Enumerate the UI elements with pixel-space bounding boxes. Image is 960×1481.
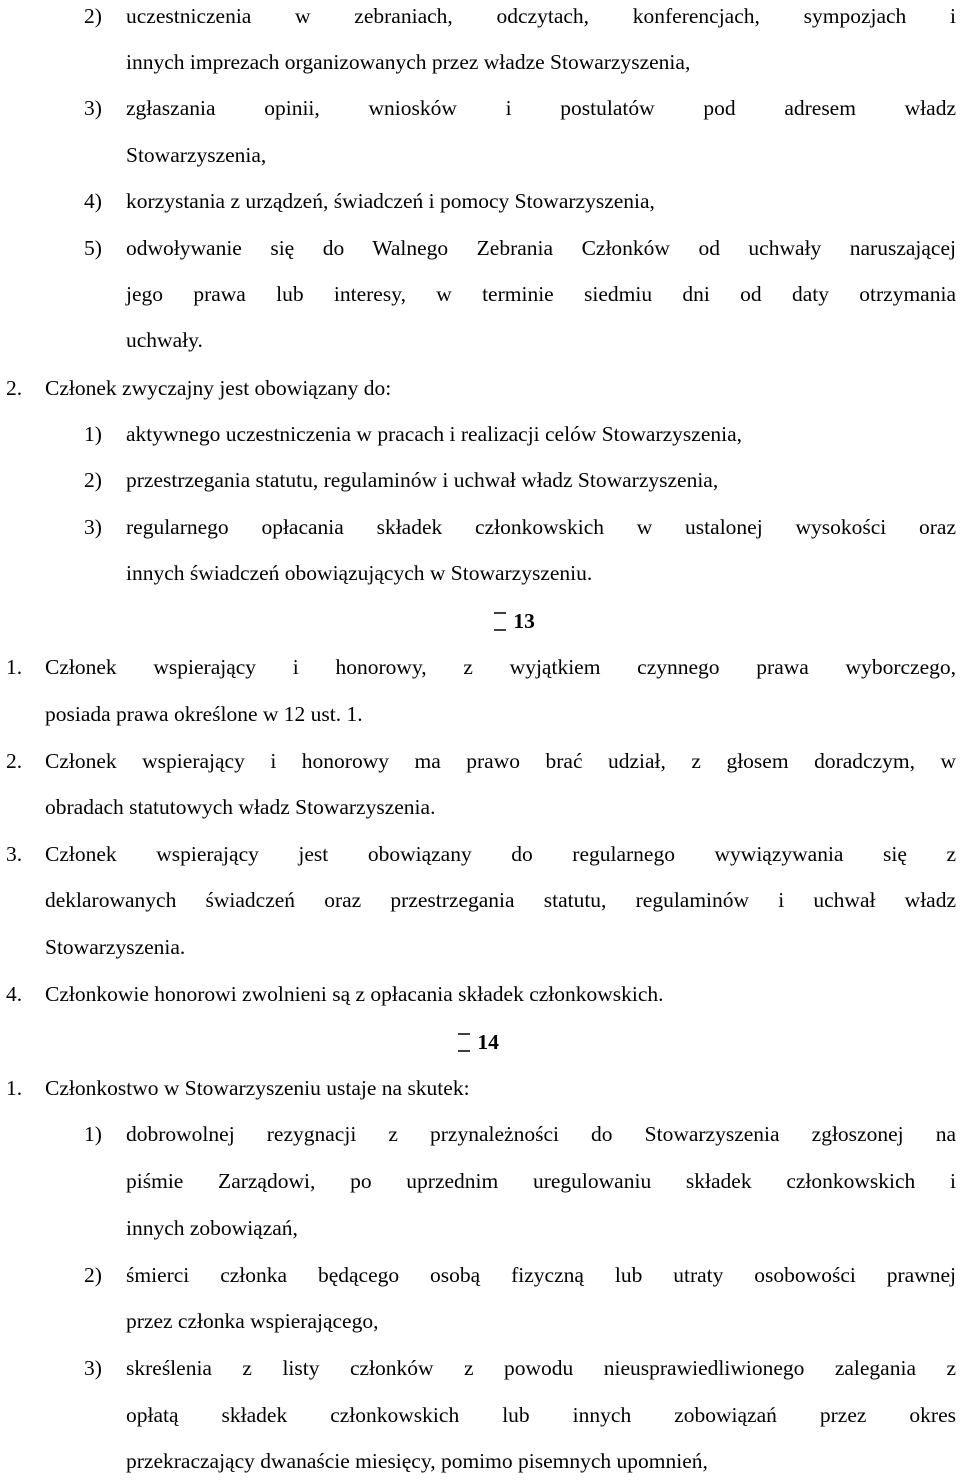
list-item-number: 2) <box>84 4 102 28</box>
list-item-text: korzystania z urządzeń, świadczeń i pomocy Stowarzyszenia, <box>126 189 655 213</box>
list-item-text: uczestniczenia w zebraniach, odczytach, konferencjach, sympozjach i <box>126 4 956 28</box>
list-item-text: piśmie Zarządowi, po uprzednim uregulowaniu składek członkowskich i <box>126 1169 956 1193</box>
list-item-text: odwoływanie się do Walnego Zebrania Członków od uchwały naruszającej <box>126 236 956 260</box>
list-item-text: przestrzegania statutu, regulaminów i uchwał władz Stowarzyszenia, <box>126 468 719 492</box>
paragraph-number: 4. <box>6 982 23 1006</box>
list-item-text: dobrowolnej rezygnacji z przynależności do Stowarzyszenia zgłoszonej na <box>126 1122 956 1146</box>
list-item-text: jego prawa lub interesy, w terminie siedmiu dni od daty otrzymania <box>126 282 956 306</box>
list-item-number: 1) <box>84 1122 102 1146</box>
paragraph-text: obradach statutowych władz Stowarzyszenia. <box>45 795 436 819</box>
list-item-number: 3) <box>84 96 102 120</box>
paragraph-text: Stowarzyszenia. <box>45 935 186 959</box>
list-item-text: uchwały. <box>126 328 203 352</box>
list-item-number: 2) <box>84 468 102 492</box>
section-sign-icon <box>456 1031 472 1054</box>
list-item-text: przekraczający dwanaście miesięcy, pomimo pisemnych upomnień, <box>126 1449 708 1473</box>
list-item-number: 5) <box>84 236 102 260</box>
paragraph-number: 1. <box>6 1076 23 1100</box>
paragraph-text: Członek zwyczajny jest obowiązany do: <box>45 376 392 400</box>
paragraph-text: deklarowanych świadczeń oraz przestrzegania statutu, regulaminów i uchwał władz <box>45 888 956 912</box>
list-item-text: skreślenia z listy członków z powodu nieusprawiedliwionego zalegania z <box>126 1356 956 1380</box>
paragraph-text: Członkostwo w Stowarzyszeniu ustaje na skutek: <box>45 1076 470 1100</box>
list-item-number: 3) <box>84 1356 102 1380</box>
list-item-text: aktywnego uczestniczenia w pracach i realizacji celów Stowarzyszenia, <box>126 422 743 446</box>
list-item-number: 4) <box>84 189 102 213</box>
section-number: 14 <box>477 1030 499 1054</box>
paragraph-text: posiada prawa określone w 12 ust. 1. <box>45 702 363 726</box>
list-item-text: regularnego opłacania składek członkowskich w ustalonej wysokości oraz <box>126 515 956 539</box>
paragraph-text: Członek wspierający i honorowy, z wyjątkiem czynnego prawa wyborczego, <box>45 655 956 679</box>
list-item-text: zgłaszania opinii, wniosków i postulatów pod adresem władz <box>126 96 956 120</box>
list-item-number: 3) <box>84 515 102 539</box>
list-item-text: przez członka wspierającego, <box>126 1309 379 1333</box>
paragraph-number: 2. <box>6 376 23 400</box>
paragraph-number: 2. <box>6 749 23 773</box>
list-item-text: śmierci członka będącego osobą fizyczną lub utraty osobowości prawnej <box>126 1263 956 1287</box>
list-item-text: innych imprezach organizowanych przez władze Stowarzyszenia, <box>126 50 691 74</box>
paragraph-number: 1. <box>6 655 23 679</box>
list-item-text: innych zobowiązań, <box>126 1216 298 1240</box>
list-item-number: 2) <box>84 1263 102 1287</box>
list-item-number: 1) <box>84 422 102 446</box>
list-item-text: Stowarzyszenia, <box>126 143 267 167</box>
paragraph-number: 3. <box>6 842 23 866</box>
section-heading <box>456 1031 499 1054</box>
list-item-text: innych świadczeń obowiązujących w Stowarzyszeniu. <box>126 561 593 585</box>
paragraph-text: Członkowie honorowi zwolnieni są z opłacania składek członkowskich. <box>45 982 664 1006</box>
section-number: 13 <box>513 609 535 633</box>
list-item-text: opłatą składek członkowskich lub innych zobowiązań przez okres <box>126 1403 956 1427</box>
section-heading <box>492 610 535 633</box>
paragraph-text: Członek wspierający jest obowiązany do regularnego wywiązywania się z <box>45 842 956 866</box>
section-sign-icon <box>492 610 508 633</box>
paragraph-text: Członek wspierający i honorowy ma prawo brać udział, z głosem doradczym, w <box>45 749 956 773</box>
